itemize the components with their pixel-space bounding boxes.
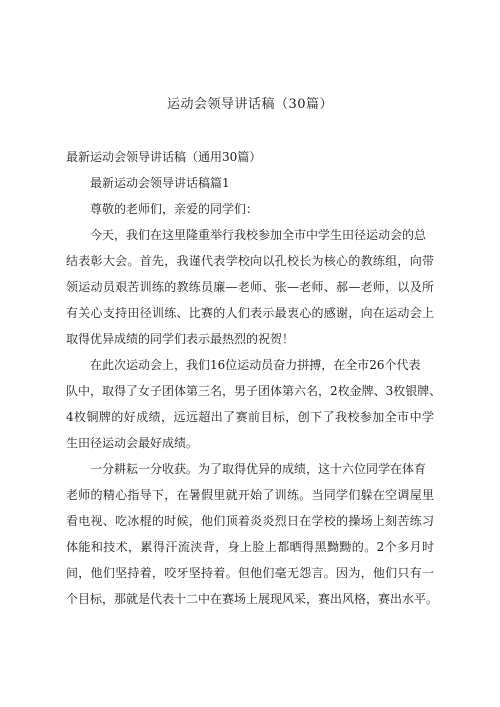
paragraph-line: 有关心支持田径训练、比赛的人们表示最衷心的感谢，向在运动会上: [66, 306, 434, 320]
paragraph-line: 取得优异成绩的同学们表示最热烈的祝贺！: [66, 332, 295, 346]
paragraph-line: 今天，我们在这里隆重举行我校参加全市中学生田径运动会的总: [90, 228, 427, 242]
paragraph-line: 看电视、吃冰棍的时候，他们顶着炎炎烈日在学校的操场上刻苦练习: [66, 514, 434, 528]
paragraph-line: 老师的精心指导下，在暑假里就开始了训练。当同学们躲在空调屋里: [66, 488, 434, 502]
paragraph-line: 间，他们坚持着，咬牙坚持着。但他们毫无怨言。因为，他们只有一: [66, 566, 434, 580]
document-subtitle: 最新运动会领导讲话稿（通用30篇）: [66, 150, 262, 164]
paragraph-line: 4枚铜牌的好成绩，远远超出了赛前目标，创下了我校参加全市中学: [66, 410, 434, 424]
greeting-line: 尊敬的老师们，亲爱的同学们：: [90, 202, 259, 216]
paragraph-line: 队中，取得了女子团体第三名，男子团体第六名，2枚金牌、3枚银牌、: [66, 384, 442, 398]
paragraph-line: 生田径运动会最好成绩。: [66, 436, 199, 450]
document-title: 运动会领导讲话稿（30篇）: [166, 97, 334, 112]
paragraph-line: 结表彰大会。首先，我谨代表学校向以孔校长为核心的教练组，向带: [66, 254, 434, 268]
paragraph-line: 领运动员艰苦训练的教练员廉—老师、张—老师、郝—老师，以及所: [66, 280, 434, 294]
section-heading: 最新运动会领导讲话稿篇1: [90, 176, 230, 190]
paragraph-line: 体能和技术，累得汗流浃背，身上脸上都晒得黑黝黝的。2个多月时: [66, 540, 434, 554]
paragraph-line: 一分耕耘一分收获。为了取得优异的成绩，这十六位同学在体育: [90, 462, 427, 476]
paragraph-line: 在此次运动会上，我们16位运动员奋力拼搏，在全市26个代表: [90, 358, 421, 372]
paragraph-line: 个目标，那就是代表十二中在赛场上展现风采，赛出风格，赛出水平。: [66, 592, 439, 606]
